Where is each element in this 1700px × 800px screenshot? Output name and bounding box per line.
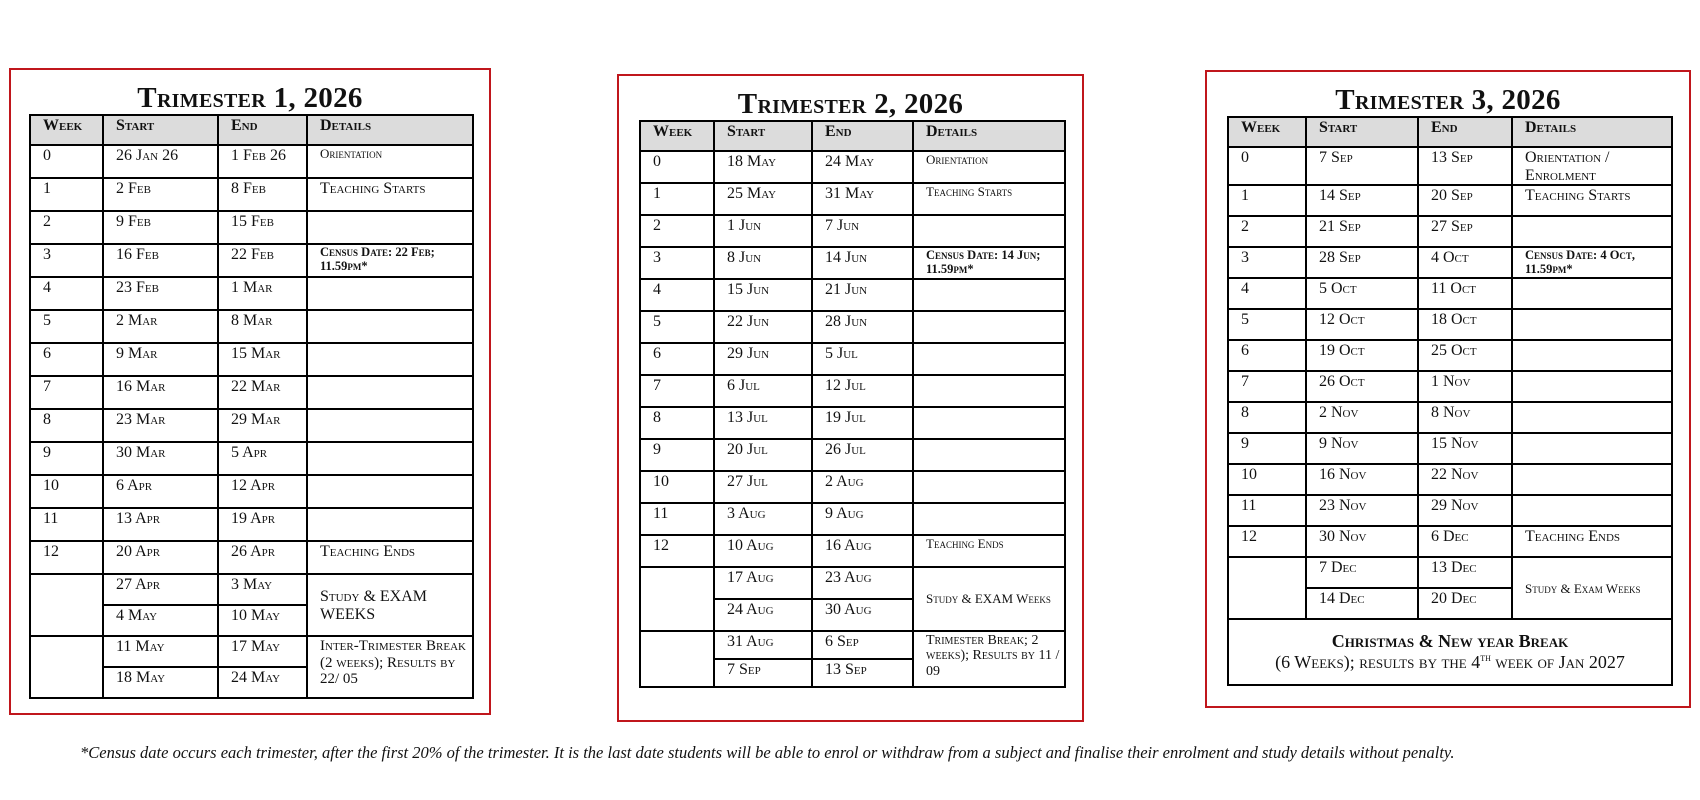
details-cell	[307, 475, 473, 508]
week-cell: 6	[1228, 340, 1306, 371]
column-header-end: End	[1418, 117, 1512, 147]
start-cell: 29 Jun	[714, 343, 812, 375]
end-cell: 22 Nov	[1418, 464, 1512, 495]
week-cell: 3	[640, 247, 714, 279]
column-header-start: Start	[714, 121, 812, 151]
table-row	[30, 541, 473, 574]
break-row	[640, 631, 1065, 659]
week-cell: 10	[30, 475, 103, 508]
end-cell: 19 Apr	[218, 508, 307, 541]
break-text-a: (6 Weeks); results by the 4	[1275, 652, 1481, 673]
details-cell	[913, 343, 1065, 375]
end-cell: 24 May	[812, 151, 913, 183]
week-cell: 4	[1228, 278, 1306, 309]
column-header-week: Week	[1228, 117, 1306, 147]
table-row	[30, 475, 473, 508]
start-cell: 14 Dec	[1306, 588, 1418, 619]
trimester-2-panel	[617, 74, 1084, 722]
start-cell: 18 May	[714, 151, 812, 183]
table-row	[640, 471, 1065, 503]
table-row	[640, 151, 1065, 183]
week-cell: 12	[30, 541, 103, 574]
start-cell: 23 Nov	[1306, 495, 1418, 526]
start-cell: 27 Jul	[714, 471, 812, 503]
week-cell	[30, 636, 103, 698]
table-row	[640, 215, 1065, 247]
week-cell: 9	[640, 439, 714, 471]
start-cell: 24 Aug	[714, 599, 812, 631]
details-cell	[1512, 371, 1672, 402]
column-header-details: Details	[913, 121, 1065, 151]
week-cell: 5	[1228, 309, 1306, 340]
table-row	[640, 343, 1065, 375]
week-cell: 6	[640, 343, 714, 375]
details-cell	[1512, 464, 1672, 495]
table-row	[1228, 147, 1672, 185]
start-cell: 4 May	[103, 605, 218, 636]
week-cell: 0	[30, 145, 103, 178]
break-details-cell: Inter-Trimester Break (2 weeks); Results by 22/ 05	[307, 636, 473, 698]
start-cell: 6 Apr	[103, 475, 218, 508]
week-cell: 1	[30, 178, 103, 211]
week-cell: 4	[30, 277, 103, 310]
week-cell: 3	[30, 244, 103, 277]
table-row	[640, 407, 1065, 439]
end-cell: 1 Feb 26	[218, 145, 307, 178]
week-cell: 4	[640, 279, 714, 311]
end-cell: 15 Nov	[1418, 433, 1512, 464]
start-cell: 20 Jul	[714, 439, 812, 471]
details-cell	[1512, 433, 1672, 464]
week-cell: 2	[1228, 216, 1306, 247]
start-cell: 14 Sep	[1306, 185, 1418, 216]
end-cell: 8 Nov	[1418, 402, 1512, 433]
end-cell: 27 Sep	[1418, 216, 1512, 247]
column-header-end: End	[812, 121, 913, 151]
week-cell	[30, 574, 103, 636]
week-cell: 2	[30, 211, 103, 244]
week-cell: 8	[640, 407, 714, 439]
end-cell: 8 Mar	[218, 310, 307, 343]
end-cell: 26 Jul	[812, 439, 913, 471]
week-cell: 8	[1228, 402, 1306, 433]
table-row	[1228, 526, 1672, 557]
start-cell: 10 Aug	[714, 535, 812, 567]
week-cell	[640, 631, 714, 687]
start-cell: 6 Jul	[714, 375, 812, 407]
start-cell: 27 Apr	[103, 574, 218, 605]
table-row	[30, 343, 473, 376]
start-cell: 7 Sep	[714, 659, 812, 687]
details-cell	[913, 471, 1065, 503]
start-cell: 12 Oct	[1306, 309, 1418, 340]
end-cell: 22 Feb	[218, 244, 307, 277]
start-cell: 13 Jul	[714, 407, 812, 439]
start-cell: 30 Nov	[1306, 526, 1418, 557]
end-cell: 13 Sep	[812, 659, 913, 687]
details-cell	[913, 503, 1065, 535]
details-cell	[913, 279, 1065, 311]
table-row	[1228, 309, 1672, 340]
column-header-week: Week	[640, 121, 714, 151]
end-cell: 20 Sep	[1418, 185, 1512, 216]
week-cell: 8	[30, 409, 103, 442]
start-cell: 7 Dec	[1306, 557, 1418, 588]
details-cell: Census Date: 14 Jun; 11.59pm*	[913, 247, 1065, 279]
table-row	[30, 310, 473, 343]
table-row	[640, 279, 1065, 311]
break-row	[30, 636, 473, 667]
details-cell: Orientation / Enrolment	[1512, 147, 1672, 185]
start-cell: 1 Jun	[714, 215, 812, 247]
end-cell: 19 Jul	[812, 407, 913, 439]
table-row	[1228, 402, 1672, 433]
break-text-b: week of Jan 2027	[1490, 652, 1625, 673]
details-cell	[913, 311, 1065, 343]
start-cell: 9 Nov	[1306, 433, 1418, 464]
start-cell: 30 Mar	[103, 442, 218, 475]
week-cell: 11	[1228, 495, 1306, 526]
trimester-3-table	[1227, 116, 1673, 686]
week-cell: 1	[1228, 185, 1306, 216]
start-cell: 18 May	[103, 667, 218, 698]
study-details-cell: Study & EXAM Weeks	[913, 567, 1065, 631]
details-cell	[1512, 340, 1672, 371]
end-cell: 28 Jun	[812, 311, 913, 343]
end-cell: 25 Oct	[1418, 340, 1512, 371]
start-cell: 31 Aug	[714, 631, 812, 659]
start-cell: 16 Mar	[103, 376, 218, 409]
details-cell	[1512, 278, 1672, 309]
start-cell: 25 May	[714, 183, 812, 215]
week-cell: 0	[1228, 147, 1306, 185]
start-cell: 16 Feb	[103, 244, 218, 277]
break-footer-row	[1228, 619, 1672, 685]
table-row	[1228, 371, 1672, 402]
study-row	[30, 574, 473, 605]
week-cell: 9	[1228, 433, 1306, 464]
week-cell: 5	[640, 311, 714, 343]
break-text-sup: th	[1480, 652, 1491, 665]
start-cell: 9 Feb	[103, 211, 218, 244]
week-cell: 12	[640, 535, 714, 567]
end-cell: 7 Jun	[812, 215, 913, 247]
census-footnote: *Census date occurs each trimester, after the first 20% of the trimester. It is the last date students will be able to enrol or withdraw from a subject and finalise their enrolment and study details without penalty.	[80, 743, 1455, 762]
table-row	[30, 211, 473, 244]
details-cell: Teaching Ends	[307, 541, 473, 574]
column-header-start: Start	[1306, 117, 1418, 147]
week-cell: 7	[1228, 371, 1306, 402]
start-cell: 17 Aug	[714, 567, 812, 599]
start-cell: 19 Oct	[1306, 340, 1418, 371]
start-cell: 7 Sep	[1306, 147, 1418, 185]
end-cell: 15 Feb	[218, 211, 307, 244]
table-row	[1228, 495, 1672, 526]
start-cell: 13 Apr	[103, 508, 218, 541]
details-cell	[307, 211, 473, 244]
details-cell	[307, 409, 473, 442]
details-cell: Teaching Ends	[913, 535, 1065, 567]
table-row	[1228, 185, 1672, 216]
end-cell: 5 Apr	[218, 442, 307, 475]
details-cell: Orientation	[913, 151, 1065, 183]
trimester-2-table	[639, 120, 1066, 688]
column-header-start: Start	[103, 115, 218, 145]
break-description	[1233, 652, 1667, 673]
details-cell: Orientation	[307, 145, 473, 178]
end-cell: 4 Oct	[1418, 247, 1512, 278]
start-cell: 15 Jun	[714, 279, 812, 311]
end-cell: 8 Feb	[218, 178, 307, 211]
end-cell: 1 Nov	[1418, 371, 1512, 402]
column-header-details: Details	[1512, 117, 1672, 147]
end-cell: 10 May	[218, 605, 307, 636]
week-cell: 12	[1228, 526, 1306, 557]
end-cell: 6 Sep	[812, 631, 913, 659]
table-row	[1228, 340, 1672, 371]
end-cell: 26 Apr	[218, 541, 307, 574]
table-row	[30, 178, 473, 211]
end-cell: 18 Oct	[1418, 309, 1512, 340]
details-cell	[913, 439, 1065, 471]
trimester-1-title: Trimester 1, 2026	[137, 82, 363, 114]
end-cell: 3 May	[218, 574, 307, 605]
study-row	[640, 567, 1065, 599]
details-cell	[307, 376, 473, 409]
start-cell: 23 Feb	[103, 277, 218, 310]
end-cell: 6 Dec	[1418, 526, 1512, 557]
table-row	[1228, 464, 1672, 495]
details-cell	[913, 215, 1065, 247]
header-row	[30, 115, 473, 145]
week-cell: 11	[30, 508, 103, 541]
start-cell: 11 May	[103, 636, 218, 667]
start-cell: 5 Oct	[1306, 278, 1418, 309]
table-row	[30, 145, 473, 178]
end-cell: 9 Aug	[812, 503, 913, 535]
end-cell: 22 Mar	[218, 376, 307, 409]
week-cell: 0	[640, 151, 714, 183]
table-row	[640, 183, 1065, 215]
break-details-cell: Trimester Break; 2 weeks); Results by 11 / 09	[913, 631, 1065, 687]
study-row	[1228, 557, 1672, 588]
trimester-1-table	[29, 114, 474, 699]
details-cell: Teaching Ends	[1512, 526, 1672, 557]
table-row	[640, 503, 1065, 535]
end-cell: 24 May	[218, 667, 307, 698]
end-cell: 14 Jun	[812, 247, 913, 279]
start-cell: 16 Nov	[1306, 464, 1418, 495]
start-cell: 26 Jan 26	[103, 145, 218, 178]
start-cell: 9 Mar	[103, 343, 218, 376]
details-cell	[1512, 216, 1672, 247]
week-cell: 7	[640, 375, 714, 407]
week-cell: 9	[30, 442, 103, 475]
details-cell	[913, 407, 1065, 439]
trimester-3-title: Trimester 3, 2026	[1335, 84, 1561, 116]
table-row	[640, 535, 1065, 567]
end-cell: 1 Mar	[218, 277, 307, 310]
end-cell: 12 Apr	[218, 475, 307, 508]
column-header-end: End	[218, 115, 307, 145]
details-cell	[1512, 402, 1672, 433]
table-row	[640, 439, 1065, 471]
week-cell: 5	[30, 310, 103, 343]
table-row	[30, 409, 473, 442]
start-cell: 21 Sep	[1306, 216, 1418, 247]
week-cell	[640, 567, 714, 631]
table-row	[30, 376, 473, 409]
start-cell: 2 Nov	[1306, 402, 1418, 433]
break-title: Christmas & New year Break	[1331, 631, 1569, 652]
end-cell: 17 May	[218, 636, 307, 667]
table-row	[30, 277, 473, 310]
details-cell: Census Date: 22 Feb; 11.59pm*	[307, 244, 473, 277]
end-cell: 30 Aug	[812, 599, 913, 631]
christmas-break-cell	[1228, 619, 1672, 685]
week-cell: 10	[1228, 464, 1306, 495]
end-cell: 15 Mar	[218, 343, 307, 376]
table-row	[30, 244, 473, 277]
start-cell: 20 Apr	[103, 541, 218, 574]
end-cell: 12 Jul	[812, 375, 913, 407]
details-cell	[307, 343, 473, 376]
column-header-details: Details	[307, 115, 473, 145]
details-cell	[1512, 309, 1672, 340]
week-cell: 3	[1228, 247, 1306, 278]
table-row	[1228, 278, 1672, 309]
end-cell: 5 Jul	[812, 343, 913, 375]
details-cell: Teaching Starts	[913, 183, 1065, 215]
header-row	[640, 121, 1065, 151]
start-cell: 23 Mar	[103, 409, 218, 442]
table-row	[1228, 433, 1672, 464]
details-cell	[307, 442, 473, 475]
header-row	[1228, 117, 1672, 147]
start-cell: 2 Mar	[103, 310, 218, 343]
details-cell: Teaching Starts	[1512, 185, 1672, 216]
details-cell: Census Date: 4 Oct, 11.59pm*	[1512, 247, 1672, 278]
table-row	[1228, 247, 1672, 278]
week-cell: 1	[640, 183, 714, 215]
details-cell	[913, 375, 1065, 407]
details-cell: Teaching Starts	[307, 178, 473, 211]
start-cell: 3 Aug	[714, 503, 812, 535]
study-details-cell: Study & EXAM WEEKS	[307, 574, 473, 636]
end-cell: 23 Aug	[812, 567, 913, 599]
details-cell	[1512, 495, 1672, 526]
details-cell	[307, 277, 473, 310]
start-cell: 2 Feb	[103, 178, 218, 211]
end-cell: 20 Dec	[1418, 588, 1512, 619]
week-cell: 2	[640, 215, 714, 247]
week-cell	[1228, 557, 1306, 619]
week-cell: 7	[30, 376, 103, 409]
end-cell: 13 Sep	[1418, 147, 1512, 185]
end-cell: 29 Mar	[218, 409, 307, 442]
trimester-1-panel	[9, 68, 491, 715]
start-cell: 28 Sep	[1306, 247, 1418, 278]
table-row	[640, 247, 1065, 279]
trimester-3-panel	[1205, 70, 1691, 708]
week-cell: 6	[30, 343, 103, 376]
study-details-cell: Study & Exam Weeks	[1512, 557, 1672, 619]
column-header-week: Week	[30, 115, 103, 145]
trimester-2-title: Trimester 2, 2026	[737, 88, 964, 120]
end-cell: 11 Oct	[1418, 278, 1512, 309]
end-cell: 16 Aug	[812, 535, 913, 567]
end-cell: 29 Nov	[1418, 495, 1512, 526]
details-cell	[307, 508, 473, 541]
table-row	[640, 375, 1065, 407]
end-cell: 31 May	[812, 183, 913, 215]
end-cell: 2 Aug	[812, 471, 913, 503]
details-cell	[307, 310, 473, 343]
start-cell: 26 Oct	[1306, 371, 1418, 402]
table-row	[640, 311, 1065, 343]
end-cell: 21 Jun	[812, 279, 913, 311]
table-row	[30, 508, 473, 541]
start-cell: 22 Jun	[714, 311, 812, 343]
week-cell: 11	[640, 503, 714, 535]
end-cell: 13 Dec	[1418, 557, 1512, 588]
week-cell: 10	[640, 471, 714, 503]
start-cell: 8 Jun	[714, 247, 812, 279]
table-row	[30, 442, 473, 475]
table-row	[1228, 216, 1672, 247]
